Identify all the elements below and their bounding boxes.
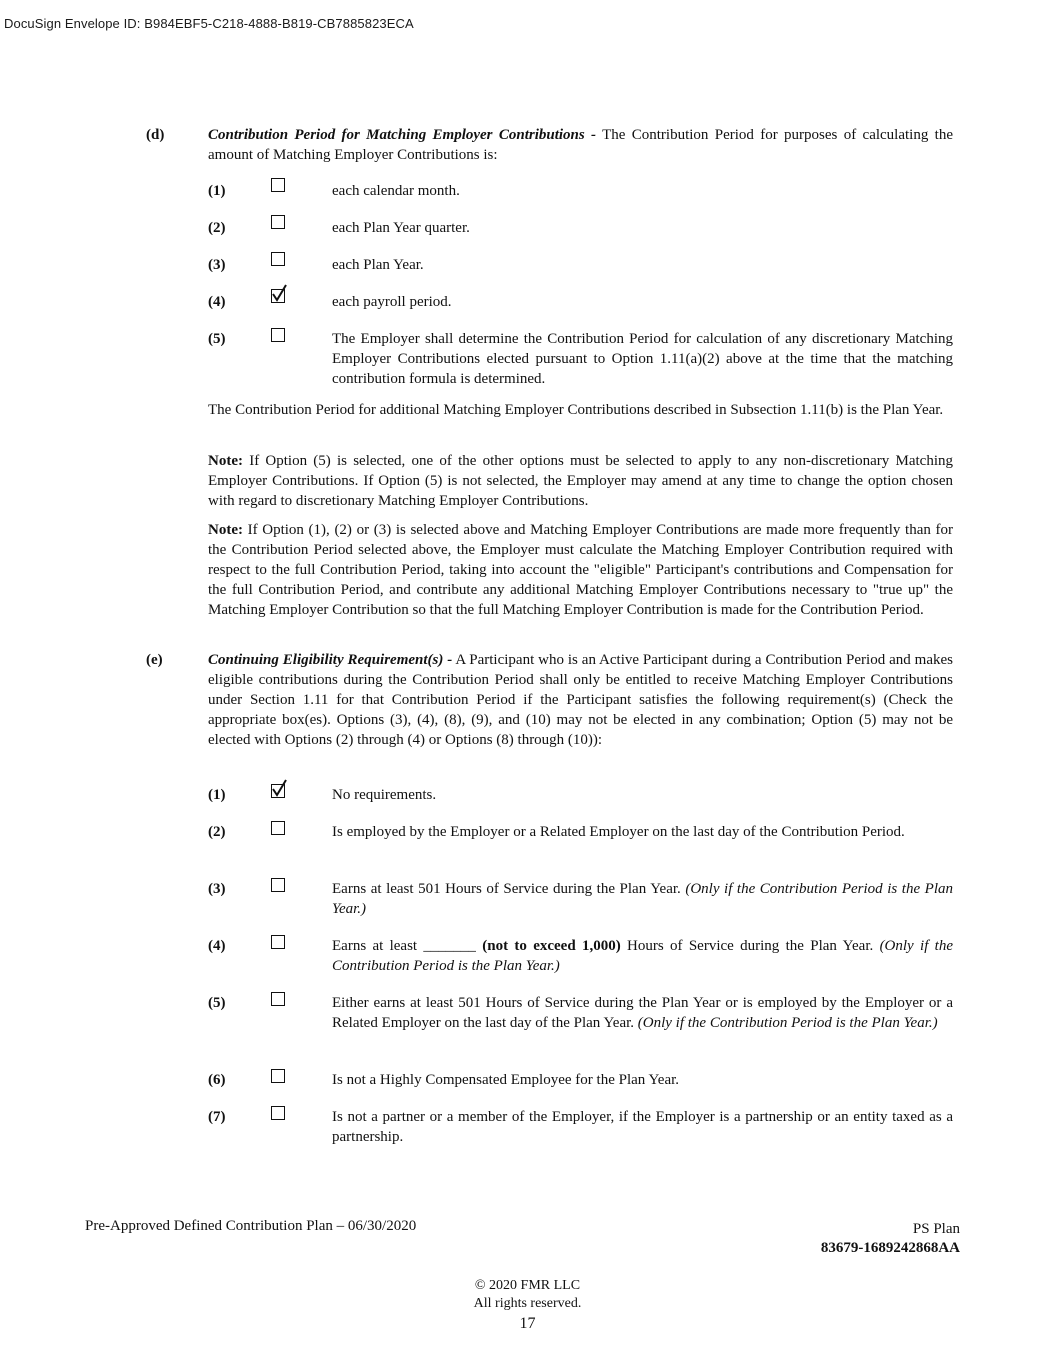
option-text: each calendar month. (332, 183, 460, 199)
option-text: The Employer shall determine the Contribution Period for calculation of any discretionary Matching Employer Contributions elected pursuant to Option 1.11(a)(2) above at the time that the matching contribution formula is determined. (332, 331, 953, 387)
footer-plan-type: PS Plan (912, 1221, 960, 1237)
checkbox-e7[interactable] (271, 1106, 285, 1120)
note-text: If Option (1), (2) or (3) is selected above and Matching Employer Contributions are made more frequently than for the Contribution Period selected above, the Employer must calculate the Matching Employer Contribution required with respect to the full Contribution Period, taking into account the "eligible" Participant's contributions and Compensation for the full Contribution Period, and contribute any additional Matching Employer Contributions necessary to "true up" the Matching Employer Contribution so that the full Matching Employer Contribution is made for the Contribution Period. (208, 522, 953, 618)
option-text (332, 993, 953, 1033)
section-e-letter: (e) (146, 652, 163, 668)
option-text (332, 936, 953, 976)
note-label: Note: (208, 522, 243, 538)
section-d-title: Contribution Period for Matching Employer Contributions - (208, 127, 597, 143)
option-number: (3) (208, 257, 226, 273)
checkbox-d5[interactable] (271, 328, 285, 342)
note-1 (208, 451, 953, 511)
section-d-intro: The Contribution Period for purposes of calculating the amount of Matching Employer Contributions is: (208, 127, 953, 163)
section-d-letter: (d) (146, 127, 165, 143)
footer-plan-info (821, 1220, 960, 1258)
checkmark-icon (271, 779, 287, 797)
checkbox-d2[interactable] (271, 215, 285, 229)
option-text: Is not a Highly Compensated Employee for the Plan Year. (332, 1072, 680, 1088)
footer-plan-id: 83679-1689242868AA (820, 1240, 960, 1256)
checkmark-icon (271, 284, 287, 302)
option-condition: (Only if the Contribution Period is the Plan Year.) (637, 1015, 938, 1031)
checkbox-d4[interactable] (271, 289, 285, 303)
footer-rights: All rights reserved. (473, 1296, 582, 1311)
envelope-id: DocuSign Envelope ID: B984EBF5-C218-4888-B819-CB7885823ECA (4, 16, 414, 31)
checkbox-e2[interactable] (271, 821, 285, 835)
option-text: each Plan Year quarter. (332, 220, 470, 236)
option-main-text: Either earns at least 501 Hours of Service during the Plan Year or is employed by the Employer or a Related Employer on the last day of the Plan Year. (332, 995, 953, 1031)
section-e-intro: A Participant who is an Active Participant during a Contribution Period and makes eligible contributions during the Contribution Period shall only be entitled to receive Matching Employer Contributions under Section 1.11 for that Contribution Period if the Participant satisfies the following requirement(s) (Check the appropriate box(es). Options (3), (4), (8), (9), and (10) may not be elected in any combination; Option (5) may not be elected with Options (2) through (4) or Options (8) through (10)): (208, 652, 953, 748)
section-d-intro-block (208, 125, 953, 165)
option-number: (7) (208, 1109, 226, 1125)
option-text: each payroll period. (332, 294, 452, 310)
note-label: Note: (208, 453, 243, 469)
section-e-intro-block (208, 650, 953, 750)
option-text: Is not a partner or a member of the Employer, if the Employer is a partnership or an entity taxed as a partnership. (332, 1109, 953, 1145)
option-number: (1) (208, 787, 226, 803)
checkbox-e6[interactable] (271, 1069, 285, 1083)
option-number: (3) (208, 881, 226, 897)
option-number: (4) (208, 294, 226, 310)
option-number: (5) (208, 995, 226, 1011)
option-number: (5) (208, 331, 226, 347)
option-limit: (not to exceed 1,000) (482, 938, 621, 954)
contribution-period-paragraph: The Contribution Period for additional Matching Employer Contributions described in Subsection 1.11(b) is the Plan Year. (208, 402, 944, 418)
checkbox-e5[interactable] (271, 992, 285, 1006)
checkbox-e1[interactable] (271, 784, 285, 798)
option-number: (2) (208, 824, 226, 840)
option-number: (1) (208, 183, 226, 199)
option-number: (4) (208, 938, 226, 954)
checkbox-d1[interactable] (271, 178, 285, 192)
page-number: 17 (519, 1315, 536, 1332)
option-condition: (Only if the Contribution Period is the Plan Year.) (332, 881, 953, 917)
checkbox-e3[interactable] (271, 878, 285, 892)
option-main-text-b: Hours of Service during the Plan Year. (620, 938, 880, 954)
note-2 (208, 520, 953, 620)
option-text: each Plan Year. (332, 257, 424, 273)
option-condition: (Only if the Contribution Period is the Plan Year.) (332, 938, 954, 974)
checkbox-e4[interactable] (271, 935, 285, 949)
option-text: Is employed by the Employer or a Related Employer on the last day of the Contribution Period. (332, 824, 905, 840)
option-number: (2) (208, 220, 226, 236)
option-text: No requirements. (332, 787, 437, 803)
note-text: If Option (5) is selected, one of the other options must be selected to apply to any non-discretionary Matching Employer Contributions. If Option (5) is not selected, the Employer may amend at any time to change the option chosen with regard to discretionary Matching Employer Contributions. (208, 453, 953, 509)
footer-copyright-block (0, 1277, 1055, 1333)
option-text (332, 879, 953, 919)
option-number: (6) (208, 1072, 226, 1088)
section-e-title: Continuing Eligibility Requirement(s) - (208, 652, 453, 668)
footer-copyright: © 2020 FMR LLC (474, 1278, 581, 1293)
checkbox-d3[interactable] (271, 252, 285, 266)
option-main-text: Earns at least 501 Hours of Service during the Plan Year. (332, 881, 686, 897)
option-main-text: Earns at least _______ (332, 938, 483, 954)
footer-plan-name: Pre-Approved Defined Contribution Plan – 06/30/2020 (85, 1218, 417, 1234)
